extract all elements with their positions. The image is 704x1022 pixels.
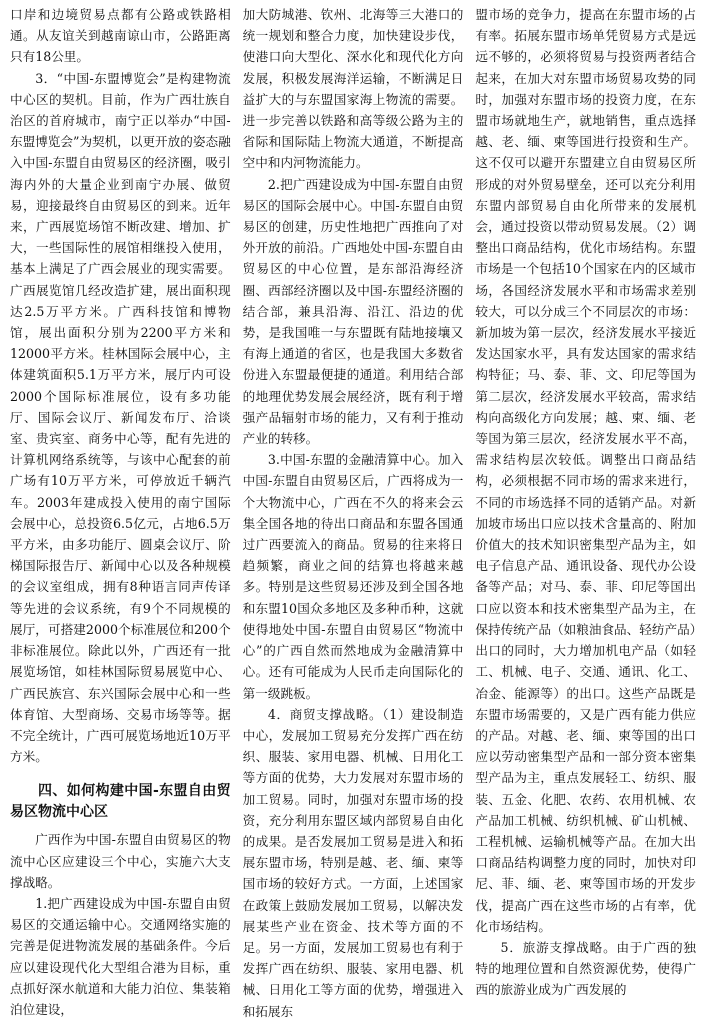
paragraph: 3．“中国-东盟博览会”是构建物流中心区的契机。目前，作为广西壮族自治区的首府城市，南宁正以举办“中国-东盟博览会”为契机，以更开放的姿态融入中国-东盟自由贸易区的经济圈，吸引海内外的大量企业到南宁办展、做贸易，迎接最终自由贸易区的到来。近年来，广西展览场馆不断改建、增加、扩大，一些国际性的展馆相继投入使用，基本上满足了广西会展业的现实需要。广西展览馆几经改造扩建，展出面积现达2.5万平方米。广西科技馆和博物馆，展出面积分别为2200平方米和12000平方米。桂林国际会展中心，主体建筑面积5.1万平方米，展厅内可设2000个国际标准展位，设有多功能厅、国际会议厅、新闻发布厅、洽谈室、贵宾室、商务中心等，配有先进的计算机网络系统等，与该中心配套的前广场有10万平方米，可停放近千辆汽车。2003年建成投入使用的南宁国际会展中心，总投资6.5亿元，占地6.5万平方米，由多功能厅、圆桌会议厅、阶梯国际报告厅、新闻中心以及各种规模的会议室组成，拥有8种语言同声传译等先进的会议系统，有9个不同规模的展厅，可搭建2000个标准展位和200个非标准展位。除此以外，广西还有一批展览场馆，如桂林国际贸易展览中心、广西民族宫、东兴国际会展中心和一些体育馆、大型商场、交易市场等等。据不完全统计，广西可展览场地近10万平方米。 bbox=[10, 70, 231, 765]
paragraph: 5．旅游支撑战略。由于广西的独特的地理位置和自然资源优势，使得广西的旅游业成为广西发展的 bbox=[475, 939, 697, 998]
column-right bbox=[475, 4, 697, 998]
column-middle bbox=[242, 4, 464, 1019]
paragraph: 1.把广西建设成为中国-东盟自由贸易区的交通运输中心。交通网络实施的完善是促进物流发展的基础条件。今后应以建设现代化大型组合港为目标，重点抓好深水航道和大能力泊位、集装箱泊位建设， bbox=[10, 895, 231, 1017]
paragraph: 3.中国-东盟的金融清算中心。加入中国-东盟自由贸易区后，广西将成为一个大物流中心，广西在不久的将来会云集全国各地的待出口商品和东盟各国通过广西要流入的商品。贸易的往来将日趋频繁，商业之间的结算也将越来越多。特别是这些贸易还涉及到全国各地和东盟10国众多地区及多种币种，这就使得地处中国-东盟自由贸易区“物流中心”的广西自然而然地成为金融清算中心。还有可能成为人民币走向国际化的第一级跳板。 bbox=[242, 452, 464, 701]
paragraph: 广西作为中国-东盟自由贸易区的物流中心区应建设三个中心，实施六大支撑战略。 bbox=[10, 832, 231, 890]
section-heading: 四、如何构建中国-东盟自由贸易区物流中心区 bbox=[10, 783, 231, 821]
paragraph: 盟市场的竞争力，提高在东盟市场的占有率。拓展东盟市场单凭贸易方式是远远不够的，必须将贸易与投资两者结合起来，在加大对东盟市场贸易攻势的同时，加强对东盟市场的投资力度，在东盟市场就地生产，就地销售，重点选择越、老、缅、柬等国进行投资和生产。这不仅可以避开东盟建立自由贸易区所形成的对外贸易壁垒，还可以充分利用东盟内部贸易自由化所带来的发展机会，通过投资以带动贸易发展。（2）调整出口商品结构，优化市场结构。东盟市场是一个包括10个国家在内的区域市场，各国经济发展水平和市场需求差别较大，可以分成三个不同层次的市场：新加坡为第一层次，经济发展水平接近发达国家水平，具有发达国家的需求结构特征；马、泰、菲、文、印尼等国为第二层次，经济发展水平较高，需求结构向高级化方向发展；越、柬、缅、老等国为第三层次，经济发展水平不高，需求结构层次较低。调整出口商品结构，必须根据不同市场的需求来进行，不同的市场选择不同的适销产品。对新加坡市场出口应以技术含量高的、附加价值大的技术知识密集型产品为主，如电子信息产品、通讯设备、现代办公设备等产品；对马、泰、菲、印尼等国出口应以资本和技术密集型产品为主，在保持传统产品（如粮油食品、轻纺产品）出口的同时，大力增加机电产品（如轻工、机械、电子、交通、通讯、化工、冶金、能源等）的出口。这些产品既是东盟市场需要的，又是广西有能力供应的产品。对越、老、缅、柬等国的出口应以劳动密集型产品和一部分资本密集型产品为主，重点发展轻工、纺织、服装、五金、化肥、农药、农用机械、农产品加工机械、纺织机械、矿山机械、工程机械、运输机械等产品。在加大出口商品结构调整力度的同时，加快对印尼、菲、缅、老、柬等国市场的开发步伐，提高广西在这些市场的占有率，优化市场结构。 bbox=[475, 7, 697, 934]
paragraph: 2.把广西建设成为中国-东盟自由贸易区的国际会展中心。中国-东盟自由贸易区的创建，历史性地把广西推向了对外开放的前沿。广西地处中国-东盟自由贸易区的中心位置，是东部沿海经济圈、西部经济圈以及中国-东盟经济圈的结合部，兼具沿海、沿江、沿边的优势，是我国唯一与东盟既有陆地接壤又有海上通道的省区，也是我国大多数省份进入东盟最便捷的通道。利用结合部的地理优势发展会展经济，既有利于增强产品辐射市场的能力，又有利于推动产业的转移。 bbox=[242, 176, 464, 447]
column-left bbox=[10, 4, 231, 1017]
paragraph: 4．商贸支撑战略。（1）建设制造中心，发展加工贸易充分发挥广西在纺织、服装、家用电器、机械、日用化工等方面的优势，大力发展对东盟市场的加工贸易。同时，加强对东盟市场的投资，充分利用东盟区域内部贸易自由化的成果。是否发展加工贸易是进入和拓展东盟市场，特别是越、老、缅、柬等国市场的较好方式。一方面，上述国家在政策上鼓励发展加工贸易，以解决发展某些产业在资金、技术等方面的不足。另一方面，发展加工贸易也有利于发挥广西在纺织、服装、家用电器、机械、日用化工等方面的优势，增强进入和拓展东 bbox=[242, 706, 464, 1019]
paragraph: 加大防城港、钦州、北海等三大港口的统一规划和整合力度，加快建设步伐，使港口向大型化、深水化和现代化方向发展，积极发展海洋运输，不断满足日益扩大的与东盟国家海上物流的需要。进一步完善以铁路和高等级公路为主的省际和国际陆上物流大通道，不断提高空中和内河物流能力。 bbox=[242, 7, 464, 171]
paragraph: 口岸和边境贸易点都有公路或铁路相通。从友谊关到越南谅山市，公路距离只有18公里。 bbox=[10, 7, 231, 65]
